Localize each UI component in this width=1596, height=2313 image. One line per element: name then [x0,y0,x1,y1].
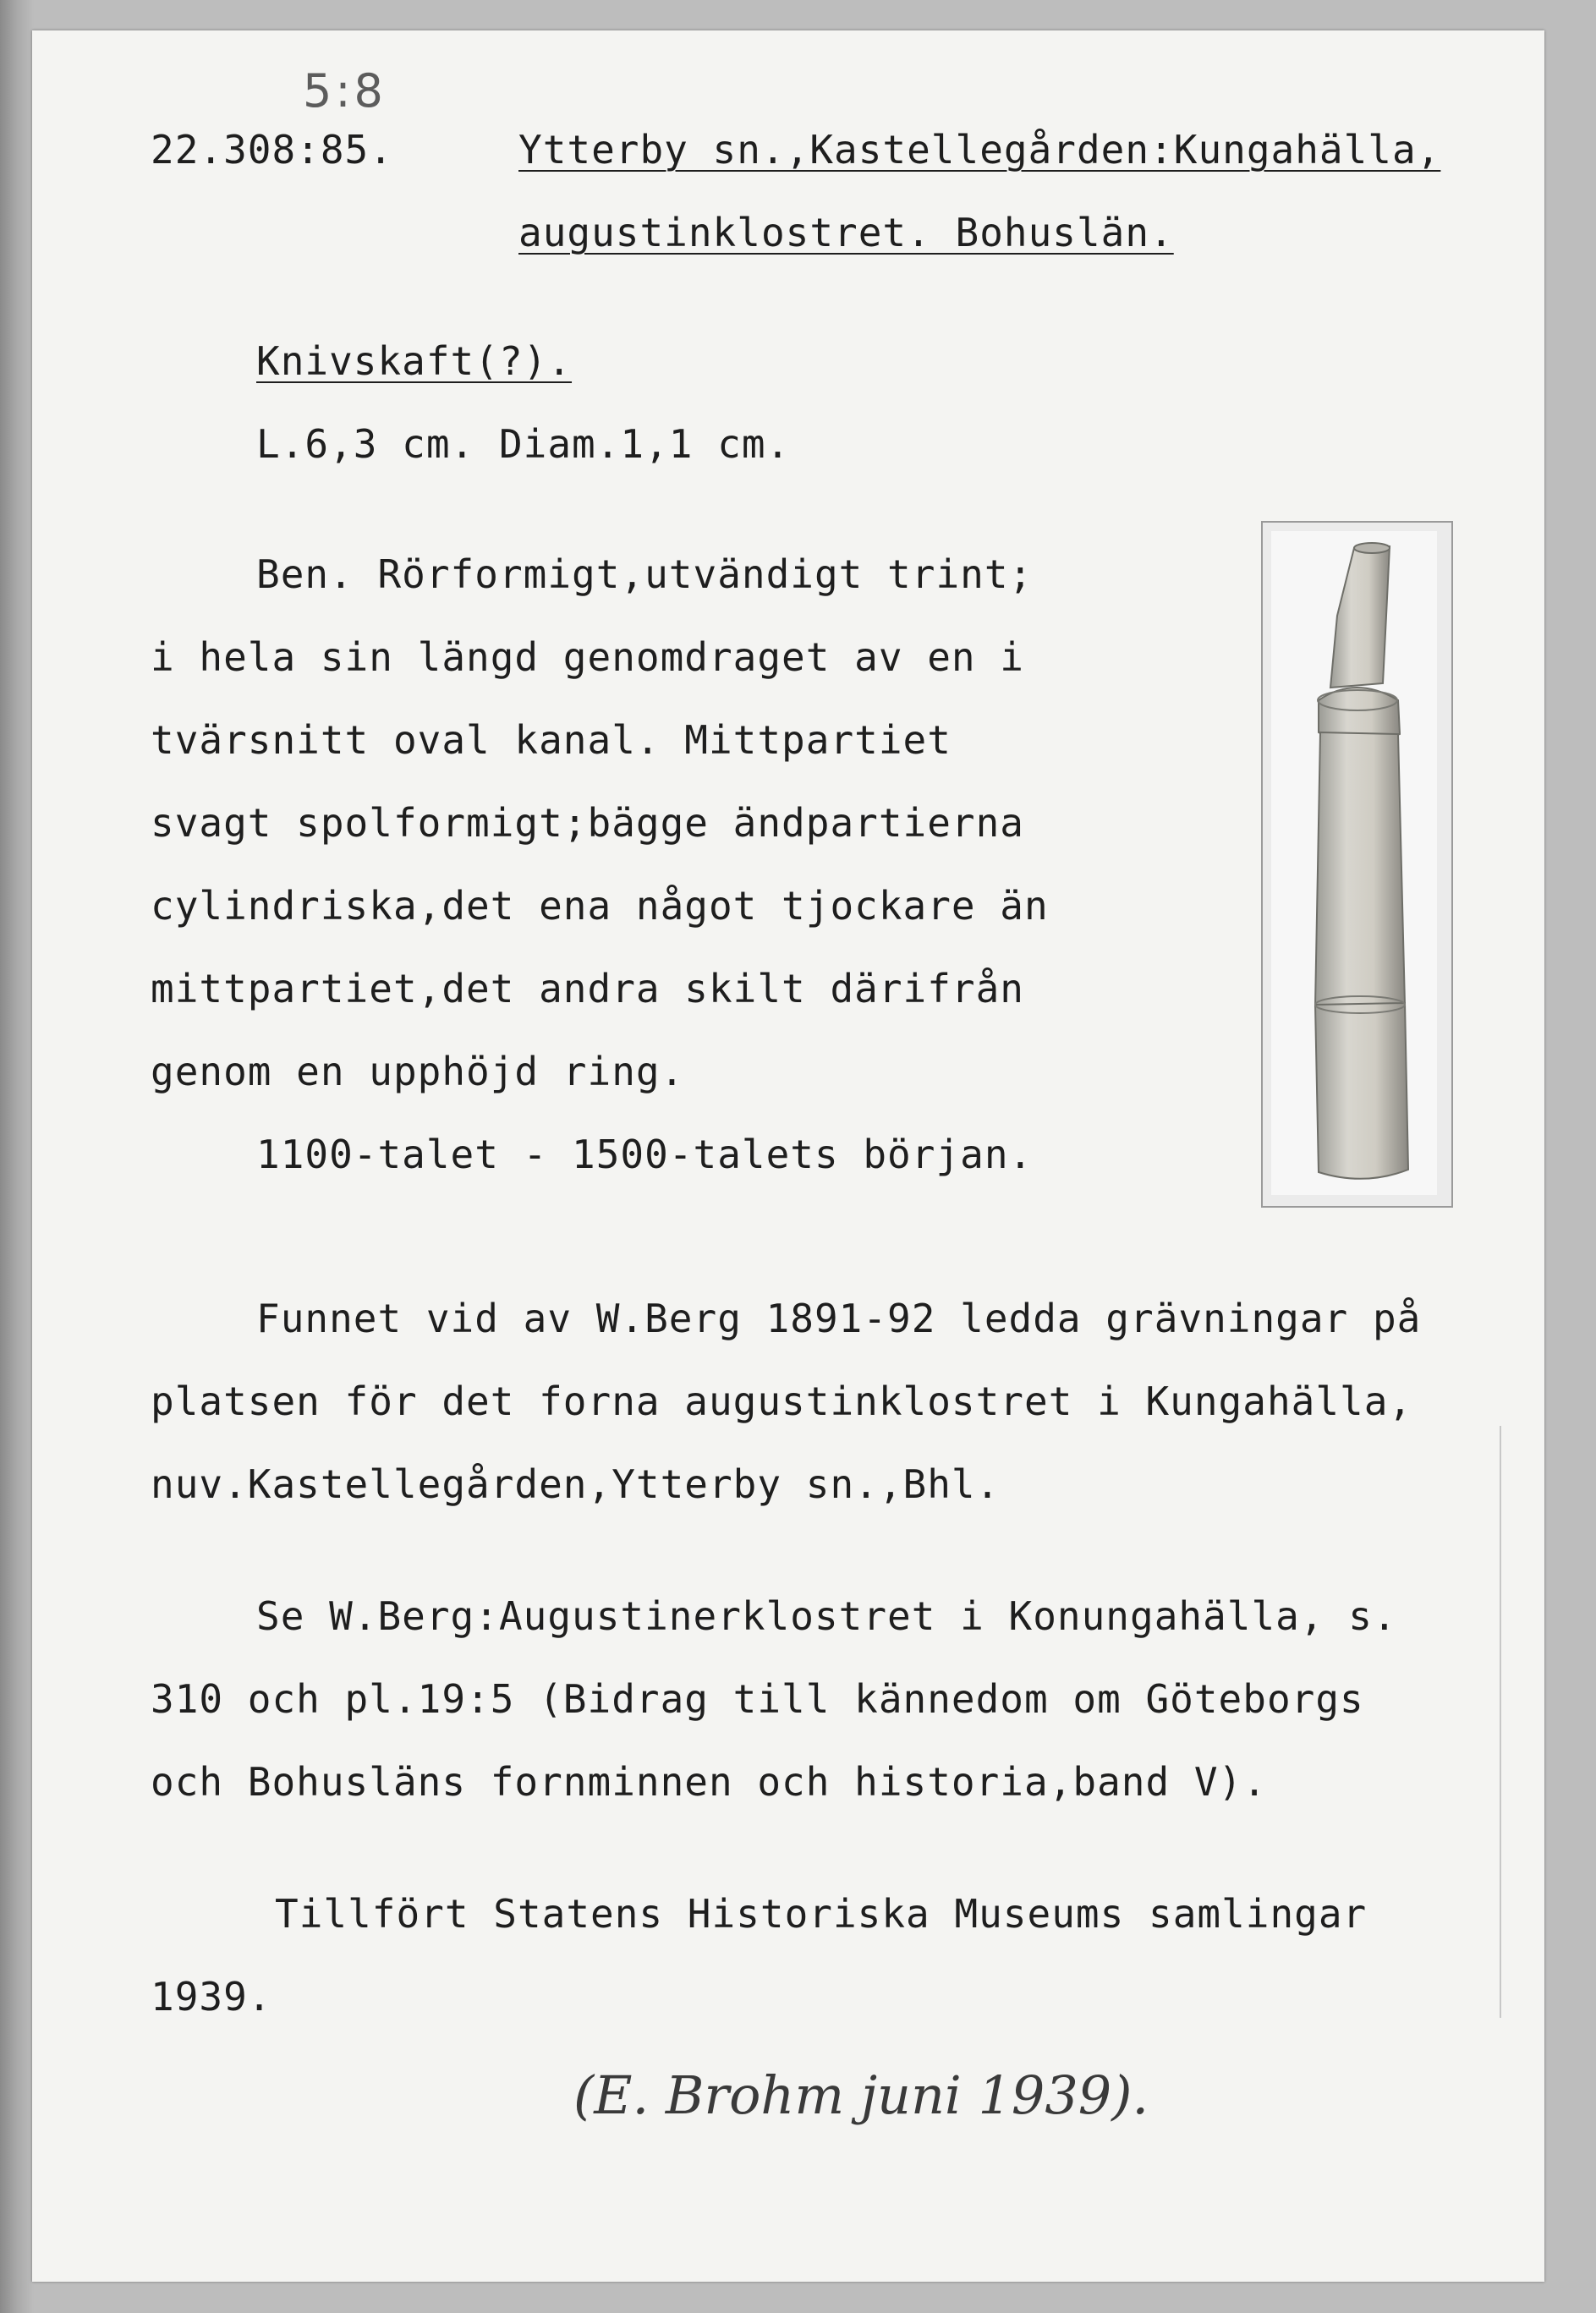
description-line: genom en upphöjd ring. [151,1049,685,1094]
catalog-card [32,30,1544,2282]
find-line: platsen för det forna augustinklostret i Kungahälla, [151,1378,1413,1424]
description-line: i hela sin längd genomdraget av en i [151,634,1024,680]
pencil-mark: 5:8 [303,64,387,118]
bone-handle-illustration [1271,531,1437,1195]
catalog-number: 22.308:85. [151,127,393,173]
find-line: Funnet vid av W.Berg 1891-92 ledda grävningar på [256,1296,1422,1341]
reference-line: 310 och pl.19:5 (Bidrag till kännedom om Göteborgs [151,1676,1364,1722]
location-line-2: augustinklostret. Bohuslän. [518,210,1174,255]
object-photo [1261,521,1453,1208]
object-dimensions: L.6,3 cm. Diam.1,1 cm. [256,421,791,467]
description-line: Ben. Rörformigt,utvändigt trint; [256,551,1034,597]
description-line: cylindriska,det ena något tjockare än [151,883,1049,929]
reference-line: Se W.Berg:Augustinerklostret i Konungahälla, s. [256,1593,1397,1639]
location-line-1: Ytterby sn.,Kastellegården:Kungahälla, [518,127,1441,173]
find-line: nuv.Kastellegården,Ytterby sn.,Bhl. [151,1461,1001,1507]
acquisition-year: 1939. [151,1974,272,2020]
description-line: svagt spolformigt;bägge ändpartierna [151,800,1024,846]
handwritten-signature: (E. Brohm juni 1939). [573,2064,1149,2126]
acquisition-line: Tillfört Statens Historiska Museums samlingar [275,1891,1368,1937]
description-line: mittpartiet,det andra skilt därifrån [151,966,1024,1011]
description-line: tvärsnitt oval kanal. Mittpartiet [151,717,952,763]
dating: 1100-talet - 1500-talets början. [256,1132,1034,1177]
scan-scratch [1500,1426,1501,2018]
object-name: Knivskaft(?). [256,338,573,384]
reference-line: och Bohusläns fornminnen och historia,band V). [151,1759,1267,1805]
